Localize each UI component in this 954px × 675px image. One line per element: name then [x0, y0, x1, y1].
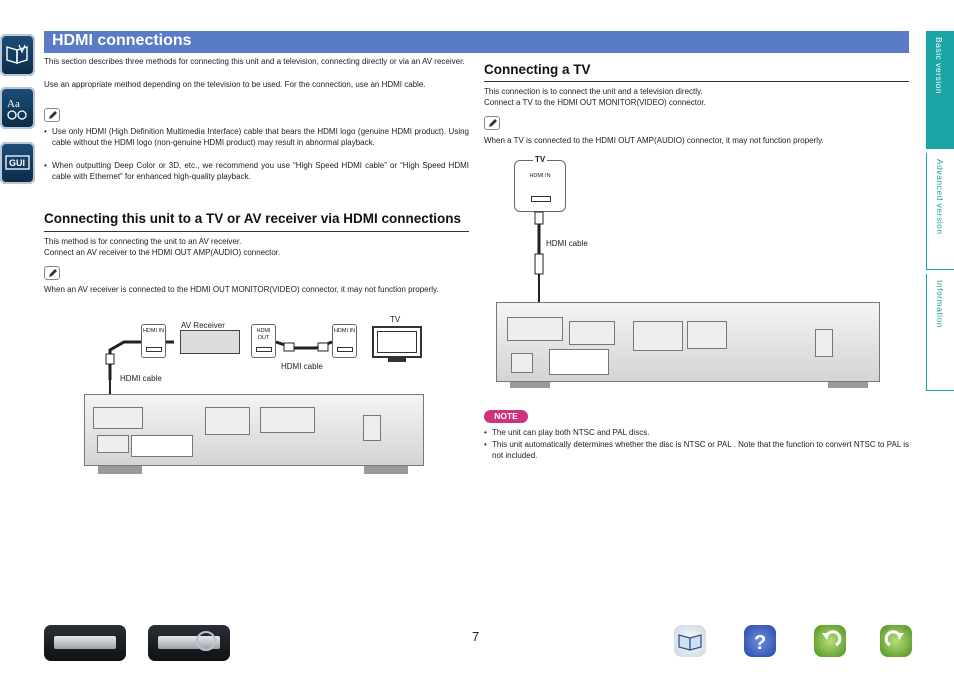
page-number: 7: [472, 629, 480, 644]
gui-label: GUI: [9, 158, 26, 168]
unit-rear-panel-tv: [496, 302, 880, 382]
pencil-icon: [484, 116, 500, 130]
svg-text:?: ?: [754, 632, 767, 654]
receiver-hdmi-in-label: HDMI IN: [142, 328, 165, 334]
note-badge: NOTE: [484, 410, 528, 423]
intro-para1: This section describes three methods for connecting this unit and a television, connecting directly or via an AV receiver.: [44, 57, 465, 66]
section-tv-line1: This connection is to connect the unit and a television directly.: [484, 87, 703, 96]
section-tv-line2: Connect a TV to the HDMI OUT MONITOR(VIDEO) connector.: [484, 98, 706, 107]
section-av-line1: This method is for connecting the unit to an AV receiver.: [44, 237, 242, 246]
contents-book-icon[interactable]: [674, 625, 706, 657]
tab-basic-version-label: Basic version: [934, 37, 944, 95]
section-av-rule: [44, 231, 469, 232]
pencil-icon: [44, 266, 60, 280]
intro-bullet-1-text: Use only HDMI (High Definition Multimedia Interface) cable that bears the HDMI logo (genuine HDMI product). Using cable without the HDMI logo (non-genuine HDMI product) may result in abnormal playback.: [52, 127, 469, 148]
help-icon[interactable]: [744, 625, 776, 657]
tab-advanced-version-label: Advanced version: [935, 159, 945, 235]
intro-bullet-2-text: When outputting Deep Color or 3D, etc., we recommend you use “High Speed HDMI cable” or “High Speed HDMI cable with Ethernet” for enhanced high-quality playback.: [52, 161, 469, 182]
note-item-1-text: The unit can play both NTSC and PAL discs.: [492, 428, 650, 437]
tab-basic-version[interactable]: [926, 31, 954, 149]
section-av-heading: Connecting this unit to a TV or AV receiver via HDMI connections: [44, 211, 462, 226]
section-tv-tip: When a TV is connected to the HDMI OUT AMP(AUDIO) connector, it may not function properly.: [484, 136, 824, 145]
receiver-hdmi-out-label: HDMI OUT: [256, 328, 271, 341]
intro-bullet-1: • Use only HDMI (High Definition Multimedia Interface) cable that bears the HDMI logo (genuine HDMI product). Using cable without the HDMI logo (non-genuine HDMI product) may result in abnormal playback.: [44, 127, 469, 148]
gui-icon[interactable]: [0, 142, 35, 184]
front-panel-icon[interactable]: [44, 625, 126, 661]
svg-text:Aa: Aa: [7, 98, 20, 110]
note-item-1: • The unit can play both NTSC and PAL discs.: [484, 428, 650, 437]
tab-advanced-version[interactable]: [926, 153, 954, 270]
tab-information-label: Information: [935, 280, 945, 329]
section-av-line2: Connect an AV receiver to the HDMI OUT AMP(AUDIO) connector.: [44, 248, 281, 257]
cable1-label: HDMI cable: [120, 374, 162, 383]
note-item-2-text: This unit automatically determines whether the disc is NTSC or PAL . Note that the function to convert NTSC to PAL is not included.: [492, 440, 909, 461]
av-receiver-label: AV Receiver: [181, 321, 225, 330]
tv-direct-hdmi-in-label: HDMI IN: [529, 173, 551, 179]
cable2-label: HDMI cable: [281, 362, 323, 371]
section-av-tip: When an AV receiver is connected to the HDMI OUT MONITOR(VIDEO) connector, it may not function properly.: [44, 285, 439, 294]
tv-hdmi-in-label: HDMI IN: [333, 328, 356, 334]
section-tv-rule: [484, 81, 909, 82]
note-item-2: • This unit automatically determines whether the disc is NTSC or PAL . Note that the function to convert NTSC to PAL is not included.: [484, 440, 909, 461]
tv-connection-diagram: [494, 150, 884, 390]
index-aa-icon[interactable]: [0, 87, 35, 129]
intro-para2: Use an appropriate method depending on the television to be used. For the connection, use an HDMI cable.: [44, 80, 426, 89]
forward-icon[interactable]: [880, 625, 912, 657]
back-icon[interactable]: [814, 625, 846, 657]
unit-rear-panel: [84, 394, 424, 466]
tab-information[interactable]: [926, 274, 954, 391]
section-tv-heading: Connecting a TV: [484, 62, 591, 77]
tv-direct-label: TV: [535, 155, 546, 164]
av-connection-diagram: [84, 312, 429, 480]
title-bar: [44, 31, 909, 53]
rear-panel-icon[interactable]: [148, 625, 230, 661]
contents-book-icon[interactable]: [0, 34, 35, 76]
intro-bullet-2: • When outputting Deep Color or 3D, etc., we recommend you use “High Speed HDMI cable” or “High Speed HDMI cable with Ethernet” for enhanced high-quality playback.: [44, 161, 469, 182]
pencil-icon: [44, 108, 60, 122]
tv-label: TV: [390, 315, 401, 324]
tv-cable-label: HDMI cable: [546, 239, 588, 248]
page-title: HDMI connections: [52, 32, 192, 49]
